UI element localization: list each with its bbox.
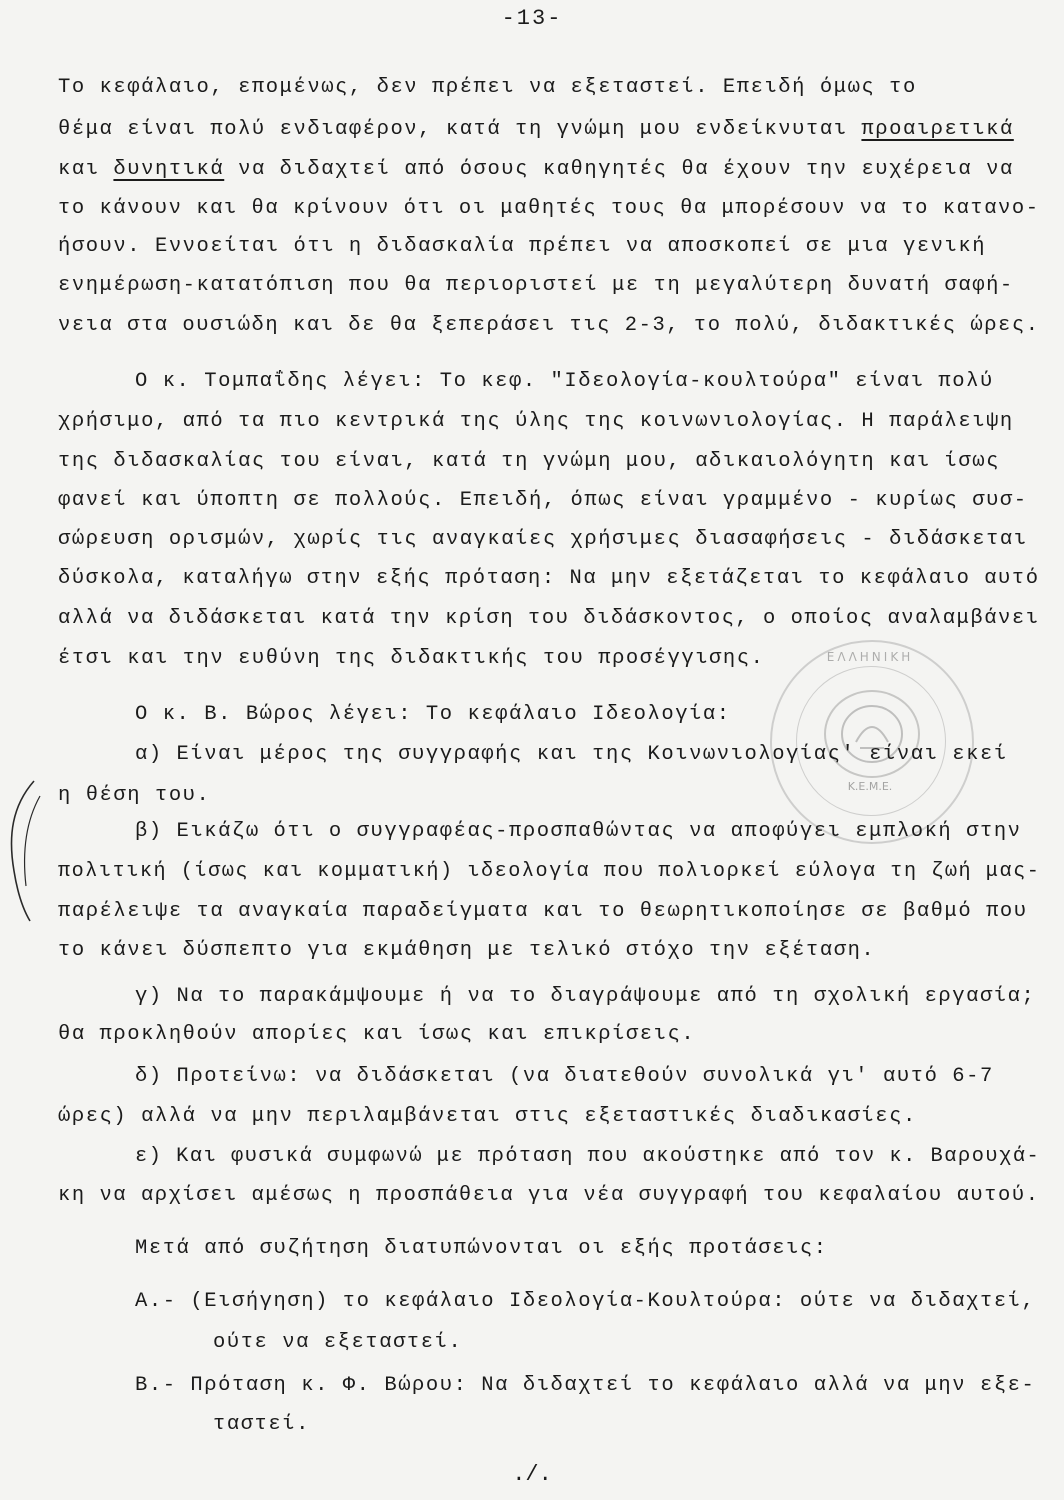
text-line: ενημέρωση-κατατόπιση που θα περιοριστεί με τη μεγαλύτερη δυνατή σαφή-: [58, 274, 1014, 297]
text-line: ώρες) αλλά να μην περιλαμβάνεται στις εξεταστικές διαδικασίες.: [58, 1105, 917, 1128]
continuation-mark: ./.: [512, 1462, 552, 1487]
text-line: παρέλειψε τα αναγκαία παραδείγματα και το θεωρητικοποίησε σε βαθμό που: [58, 900, 1028, 923]
page-number: -13-: [501, 6, 563, 31]
text-span: θέμα είναι πολύ ενδιαφέρον, κατά τη γνώμη μου ενδείκνυται: [58, 118, 862, 141]
text-line: β) Εικάζω ότι ο συγγραφέας-προσπαθώντας να αποφύγει εμπλοκή στην: [135, 820, 1022, 843]
stamp-top-text: ΕΛΛΗΝΙΚΗ: [826, 650, 914, 664]
text-line: [58, 120, 1014, 141]
text-line: φανεί και ύποπτη σε πολλούς. Επειδή, όπως είναι γραμμένο - κυρίως συσ-: [58, 489, 1028, 512]
text-line: Το κεφάλαιο, επομένως, δεν πρέπει να εξεταστεί. Επειδή όμως το: [58, 76, 917, 99]
underlined-text: δυνητικά: [113, 158, 225, 181]
stamp-bottom-text: Κ.Ε.Μ.Ε.: [847, 780, 893, 793]
text-line: Ο κ. Τομπαΐδης λέγει: Το κεφ. "Ιδεολογία-κουλτούρα" είναι πολύ: [135, 370, 994, 393]
text-line: [58, 160, 1014, 181]
text-line: δ) Προτείνω: να διδάσκεται (να διατεθούν συνολικά γι' αυτό 6-7: [135, 1065, 994, 1088]
text-line: ταστεί.: [213, 1413, 310, 1436]
text-span: να διδαχτεί από όσους καθηγητές θα έχουν την ευχέρεια να: [224, 158, 1014, 181]
underlined-text: προαιρετικά: [861, 118, 1014, 141]
text-line: κη να αρχίσει αμέσως η προσπάθεια για νέα συγγραφή του κεφαλαίου αυτού.: [58, 1184, 1040, 1207]
text-line: ήσουν. Εννοείται ότι η διδασκαλία πρέπει να αποσκοπεί σε μια γενική: [58, 235, 987, 258]
text-line: Β.- Πρόταση κ. Φ. Βώρου: Να διδαχτεί το κεφάλαιο αλλά να μην εξε-: [135, 1374, 1036, 1397]
text-line: Α.- (Εισήγηση) το κεφάλαιο Ιδεολογία-Κουλτούρα: ούτε να διδαχτεί,: [135, 1290, 1036, 1313]
text-line: νεια στα ουσιώδη και δε θα ξεπεράσει τις 2-3, το πολύ, διδακτικές ώρες.: [58, 314, 1040, 337]
text-line: πολιτική (ίσως και κομματική) ιδεολογία που πολιορκεί εύλογα τη ζωή μας-: [58, 860, 1041, 883]
text-line: αλλά να διδάσκεται κατά την κρίση του διδάσκοντος, ο οποίος αναλαμβάνει: [58, 607, 1040, 630]
text-line: το κάνουν και θα κρίνουν ότι οι μαθητές τους θα μπορέσουν να το κατανο-: [58, 197, 1040, 220]
text-line: Ο κ. Β. Βώρος λέγει: Το κεφάλαιο Ιδεολογία:: [135, 703, 731, 726]
text-line: ε) Και φυσικά συμφωνώ με πρόταση που ακούστηκε από τον κ. Βαρουχά-: [135, 1145, 1041, 1168]
text-line: α) Είναι μέρος της συγγραφής και της Κοινωνιολογίας' είναι εκεί: [135, 743, 1008, 766]
text-line: της διδασκαλίας του είναι, κατά τη γνώμη μου, αδικαιολόγητη και ίσως: [58, 450, 1000, 473]
text-line: δύσκολα, καταλήγω στην εξής πρόταση: Να μην εξετάζεται το κεφάλαιο αυτό: [58, 567, 1040, 590]
text-line: ούτε να εξεταστεί.: [213, 1331, 463, 1354]
text-line: χρήσιμο, από τα πιο κεντρικά της ύλης της κοινωνιολογίας. Η παράλειψη: [58, 410, 1014, 433]
text-line: Μετά από συζήτηση διατυπώνονται οι εξής προτάσεις:: [135, 1237, 828, 1260]
text-line: η θέση του.: [58, 784, 211, 807]
text-line: σώρευση ορισμών, χωρίς τις αναγκαίες χρήσιμες διασαφήσεις - διδάσκεται: [58, 528, 1028, 551]
text-line: έτσι και την ευθύνη της διδακτικής του προσέγγισης.: [58, 647, 765, 670]
text-span: και: [58, 158, 114, 181]
text-line: γ) Να το παρακάμψουμε ή να το διαγράψουμε από τη σχολική εργασία;: [135, 985, 1036, 1008]
text-line: θα προκληθούν απορίες και ίσως και επικρίσεις.: [58, 1023, 696, 1046]
text-line: το κάνει δύσπεπτο για εκμάθηση με τελικό στόχο την εξέταση.: [58, 939, 876, 962]
